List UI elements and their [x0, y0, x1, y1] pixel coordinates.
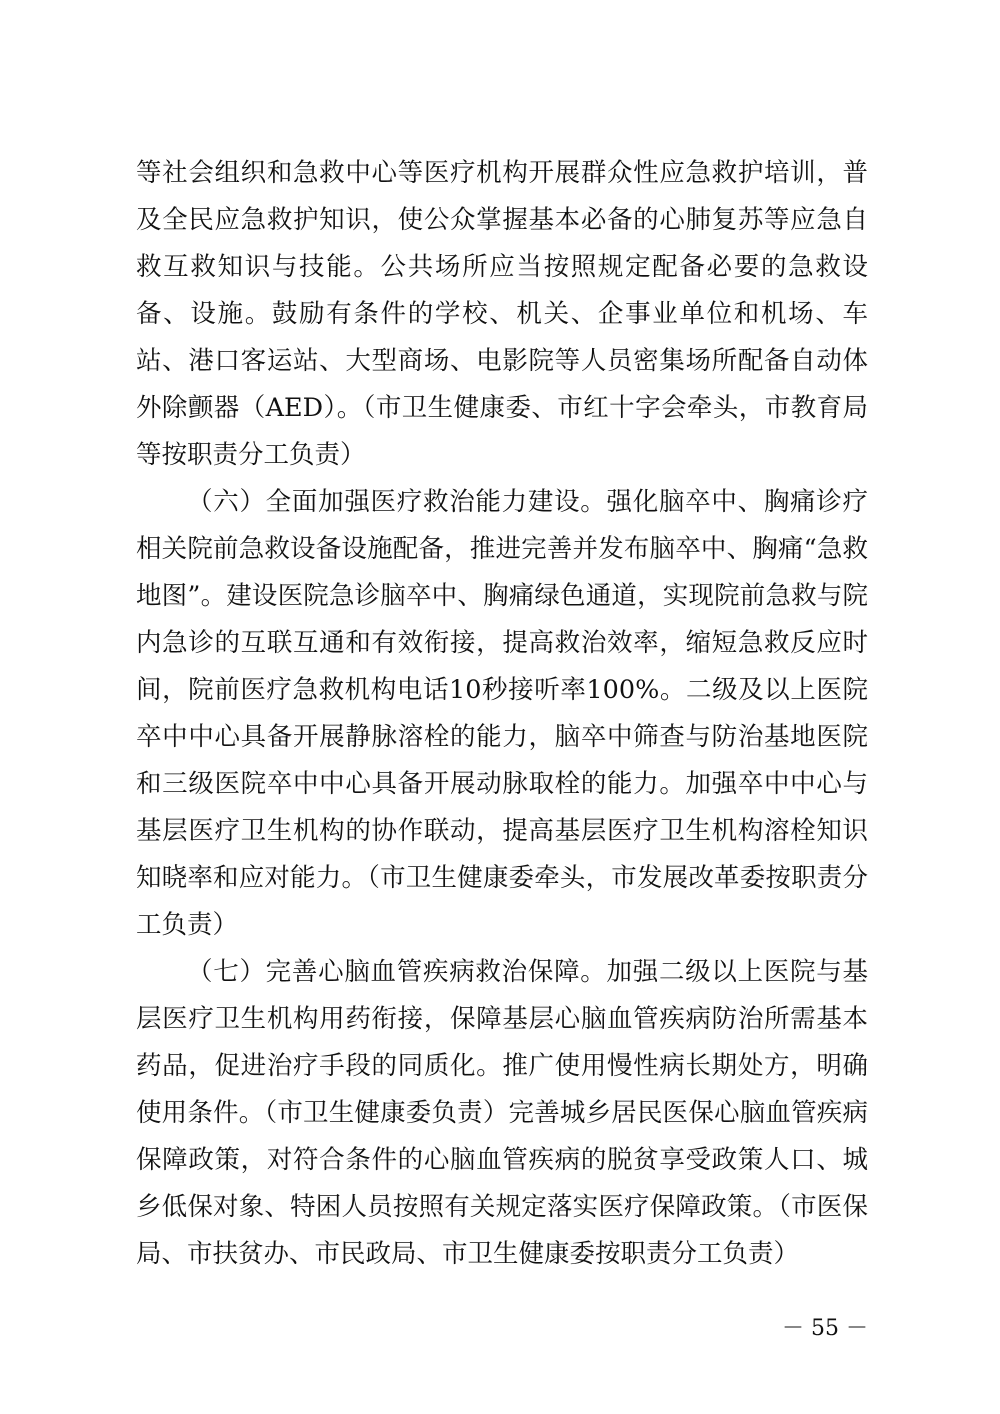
paragraph-continued: 等社会组织和急救中心等医疗机构开展群众性应急救护培训，普及全民应急救护知识，使公众掌握基本必备的心肺复苏等应急自救互救知识与技能。公共场所应当按照规定配备必要的急救设备、设施。鼓励有条件的学校、机关、企事业单位和机场、车站、港口客运站、大型商场、电影院等人员密集场所配备自动体外除颤器（AED）。（市卫生健康委、市红十字会牵头，市教育局等按职责分工负责） — [136, 158, 868, 470]
paragraph-section-seven: （七）完善心脑血管疾病救治保障。加强二级以上医院与基层医疗卫生机构用药衔接，保障基层心脑血管疾病防治所需基本药品，促进治疗手段的同质化。推广使用慢性病长期处方，明确使用条件。（市卫生健康委负责）完善城乡居民医保心脑血管疾病保障政策，对符合条件的心脑血管疾病的脱贫享受政策人口、城乡低保对象、特困人员按照有关规定落实医疗保障政策。（市医保局、市扶贫办、市民政局、市卫生健康委按职责分工负责） — [136, 957, 868, 1269]
paragraph-section-six: （六）全面加强医疗救治能力建设。强化脑卒中、胸痛诊疗相关院前急救设备设施配备，推进完善并发布脑卒中、胸痛“急救地图”。建设医院急诊脑卒中、胸痛绿色通道，实现院前急救与院内急诊的互联互通和有效衔接，提高救治效率，缩短急救反应时间，院前医疗急救机构电话10秒接听率100%。二级及以上医院卒中中心具备开展静脉溶栓的能力，脑卒中筛查与防治基地医院和三级医院卒中中心具备开展动脉取栓的能力。加强卒中中心与基层医疗卫生机构的协作联动，提高基层医疗卫生机构溶栓知识知晓率和应对能力。（市卫生健康委牵头，市发展改革委按职责分工负责） — [136, 487, 868, 940]
document-body — [136, 150, 868, 1278]
page-number: － 55 － — [782, 1316, 868, 1341]
